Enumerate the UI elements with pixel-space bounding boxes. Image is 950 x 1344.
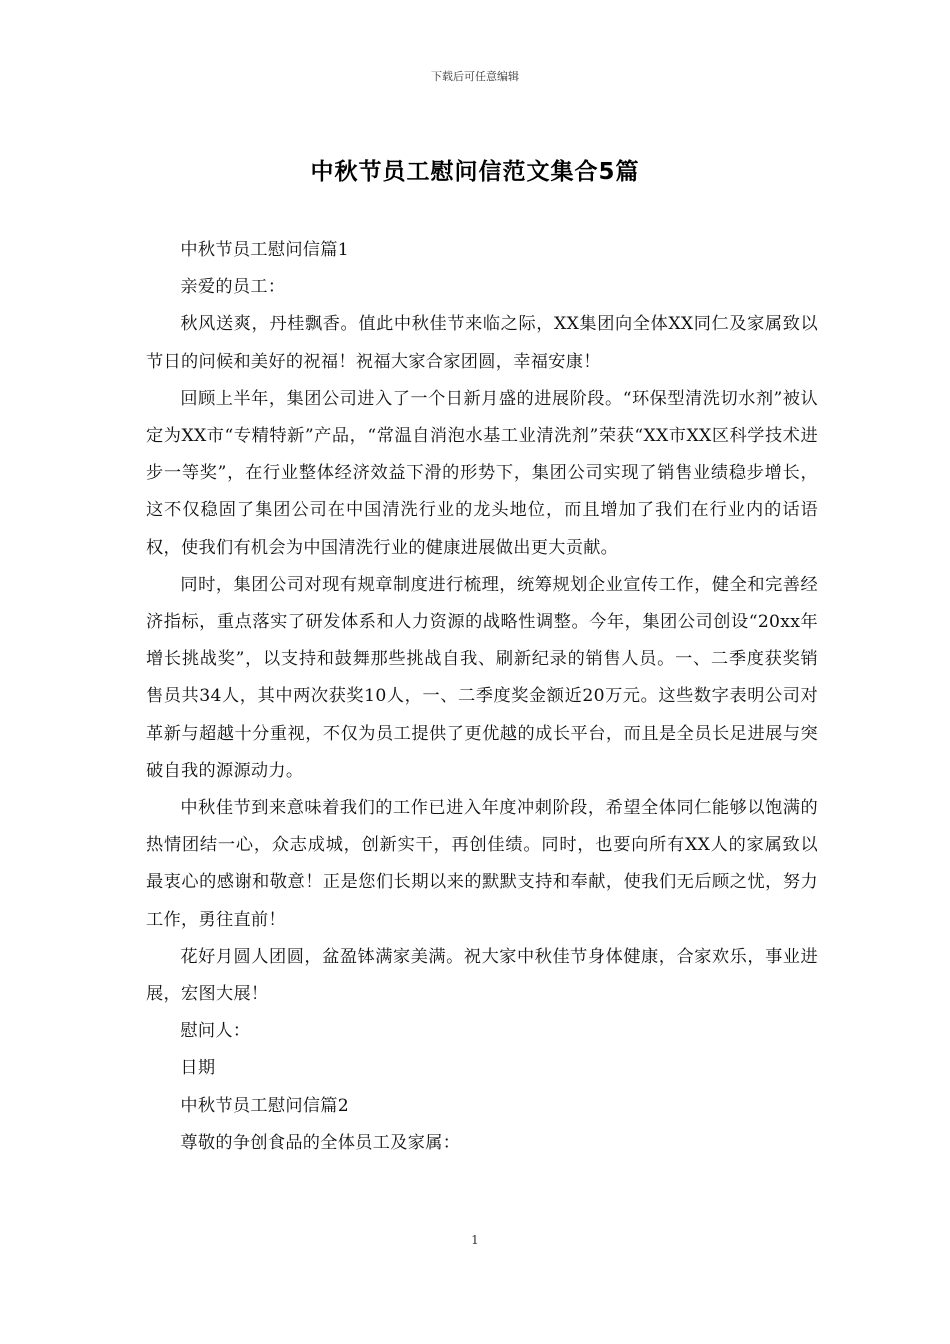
paragraph-greeting: 秋风送爽，丹桂飘香。值此中秋佳节来临之际，XX集团向全体XX同仁及家属致以节日的问候和美好的祝福！祝福大家合家团圆，幸福安康！ [146, 314, 818, 372]
paragraph-achievements: 同时，集团公司对现有规章制度进行梳理，统筹规划企业宣传工作，健全和完善经济指标，重点落实了研发体系和人力资源的战略性调整。今年，集团公司创设“20xx年增长挑战奖”，以支持和鼓舞那些挑战自我、刷新纪录的销售人员。一、二季度获奖销售员共34人，其中两次获奖10人，一、二季度奖金额近20万元。这些数字表明公司对革新与超越十分重视，不仅为员工提供了更优越的成长平台，而且是全员长足进展与突破自我的源源动力。 [146, 574, 818, 781]
salutation-2: 尊敬的争创食品的全体员工及家属： [180, 1132, 461, 1153]
date-line: 日期 [180, 1058, 216, 1079]
signature-line: 慰问人： [180, 1021, 251, 1042]
document-body [146, 232, 818, 1162]
header-note: 下载后可任意编辑 [431, 70, 519, 83]
document-title: 中秋节员工慰问信范文集合5篇 [310, 159, 640, 185]
section-heading-1: 中秋节员工慰问信篇1 [180, 240, 350, 260]
salutation: 亲爱的员工： [180, 277, 286, 298]
page-number: 1 [471, 1233, 479, 1247]
section-heading-2: 中秋节员工慰问信篇2 [180, 1095, 350, 1116]
paragraph-review: 回顾上半年，集团公司进入了一个日新月盛的进展阶段。“环保型清洗切水剂”被认定为XX市“专精特新”产品，“常温自消泡水基工业清洗剂”荣获“XX市XX区科学技术进步一等奖”，在行业整体经济效益下滑的形势下，集团公司实现了销售业绩稳步增长，这不仅稳固了集团公司在中国清洗行业的龙头地位，而且增加了我们在行业内的话语权，使我们有机会为中国清洗行业的健康进展做出更大贡献。 [146, 388, 818, 558]
paragraph-outlook: 中秋佳节到来意味着我们的工作已进入年度冲刺阶段，希望全体同仁能够以饱满的热情团结一心，众志成城，创新实干，再创佳绩。同时，也要向所有XX人的家属致以最衷心的感谢和敬意！正是您们长期以来的默默支持和奉献，使我们无后顾之忧，努力工作，勇往直前！ [146, 798, 818, 930]
paragraph-wishes: 花好月圆人团圆，盆盈钵满家美满。祝大家中秋佳节身体健康，合家欢乐，事业进展，宏图大展！ [146, 946, 818, 1005]
